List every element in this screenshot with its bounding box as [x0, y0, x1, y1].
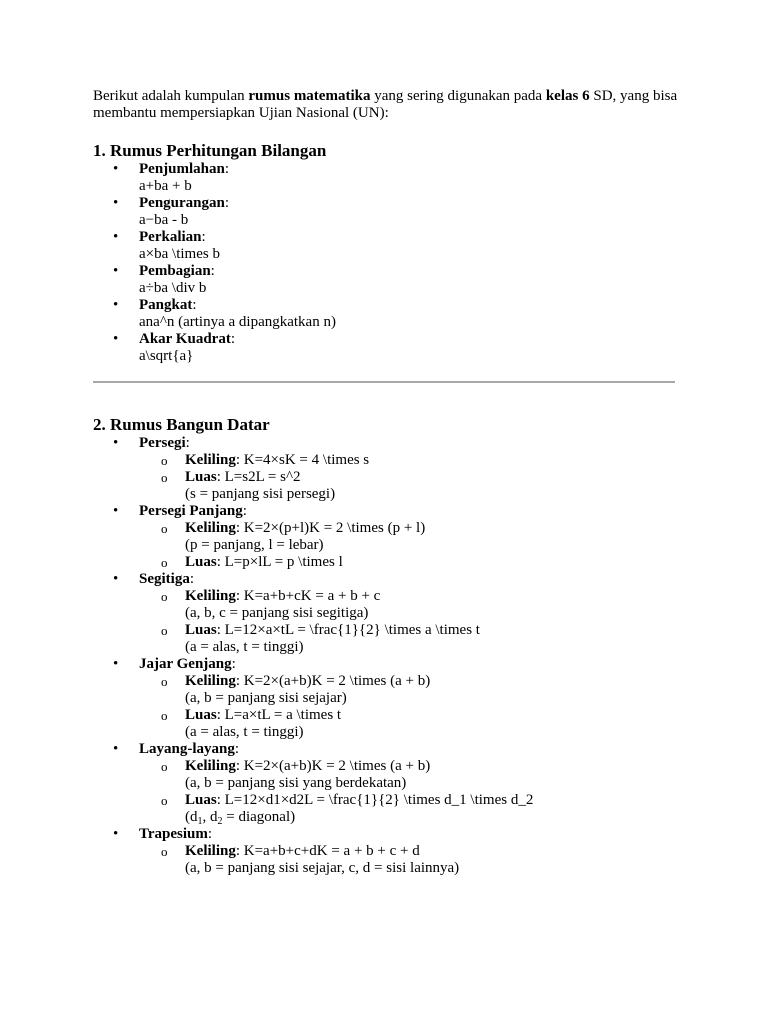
formula-note: (a = alas, t = tinggi)	[185, 639, 304, 655]
formula-list	[139, 673, 683, 741]
formula-item: o Luas: L=12×a×tL = \frac{1}{2} \times a \times t (a = alas, t = tinggi)	[139, 622, 683, 656]
list-item: • Pembagian: a÷ba \div b	[93, 263, 683, 297]
shape-name: Persegi	[139, 435, 186, 451]
shape-item-persegi-panjang: • Persegi Panjang: o Keliling: K=2×(p+l)K = 2 \times (p + l) (p = panjang, l = lebar) o Luas: L=p×lL = p \times l	[93, 503, 683, 571]
formula-item: o Keliling: K=4×sK = 4 \times s	[139, 452, 683, 469]
shape-item-segitiga: • Segitiga: o Keliling: K=a+b+cK = a + b + c (a, b, c = panjang sisi segitiga) o Luas: L=12×a×tL = \frac{1}{2} \times a \times t (a = alas, t = tinggi)	[93, 571, 683, 656]
formula-item: o Luas: L=a×tL = a \times t (a = alas, t = tinggi)	[139, 707, 683, 741]
formula-label: Keliling	[185, 843, 236, 859]
list-item: • Pengurangan: a−ba - b	[93, 195, 683, 229]
formula-list	[139, 520, 683, 571]
formula-text: L=p×lL = p \times l	[224, 554, 343, 570]
formula-list	[139, 758, 683, 826]
formula-note: (a, b, c = panjang sisi segitiga)	[185, 605, 369, 621]
shape-name: Layang-layang	[139, 741, 235, 757]
bangun-datar-list	[93, 435, 683, 877]
item-label: Penjumlahan	[139, 161, 225, 177]
shape-name: Trapesium	[139, 826, 208, 842]
formula-text: L=12×d1×d2L = \frac{1}{2} \times d_1 \times d_2	[224, 792, 534, 808]
shape-name: Jajar Genjang	[139, 656, 232, 672]
formula-text: L=12×a×tL = \frac{1}{2} \times a \times t	[224, 622, 480, 638]
intro-text-3: SD, yang bisa membantu mempersiapkan Ujian Nasional (UN):	[93, 88, 678, 121]
formula-text: K=2×(p+l)K = 2 \times (p + l)	[243, 520, 426, 536]
formula-label: Keliling	[185, 673, 236, 689]
formula-item: o Keliling: K=2×(a+b)K = 2 \times (a + b) (a, b = panjang sisi yang berdekatan)	[139, 758, 683, 792]
formula-text: K=a+b+c+dK = a + b + c + d	[243, 843, 420, 859]
item-label: Pengurangan	[139, 195, 225, 211]
bilangan-list	[93, 161, 683, 365]
formula-list	[139, 452, 683, 503]
formula-item: o Luas: L=s2L = s^2 (s = panjang sisi persegi)	[139, 469, 683, 503]
shape-name: Persegi Panjang	[139, 503, 243, 519]
intro-text-1: Berikut adalah kumpulan	[93, 88, 249, 104]
shape-item-persegi: • Persegi: o Keliling: K=4×sK = 4 \times s o Luas: L=s2L = s^2 (s = panjang sisi persegi)	[93, 435, 683, 503]
intro-bold-2: kelas 6	[545, 88, 590, 104]
item-formula: a\sqrt{a}	[139, 348, 194, 364]
formula-item: o Keliling: K=2×(p+l)K = 2 \times (p + l) (p = panjang, l = lebar)	[139, 520, 683, 554]
formula-item: o Keliling: K=a+b+cK = a + b + c (a, b, c = panjang sisi segitiga)	[139, 588, 683, 622]
item-formula: ana^n (artinya a dipangkatkan n)	[139, 314, 336, 330]
formula-label: Keliling	[185, 452, 236, 468]
section-heading-bilangan: 1. Rumus Perhitungan Bilangan	[93, 141, 327, 160]
formula-label: Keliling	[185, 588, 236, 604]
formula-text: K=2×(a+b)K = 2 \times (a + b)	[243, 758, 431, 774]
item-label: Pembagian	[139, 263, 211, 279]
intro-bold-1: rumus matematika	[248, 88, 371, 104]
document-page	[93, 88, 683, 877]
formula-note: (p = panjang, l = lebar)	[185, 537, 324, 553]
formula-label: Luas	[185, 792, 217, 808]
formula-note: (a, b = panjang sisi sejajar)	[185, 690, 347, 706]
formula-list	[139, 843, 683, 877]
formula-text: L=a×tL = a \times t	[224, 707, 342, 723]
formula-note: (a, b = panjang sisi sejajar, c, d = sisi lainnya)	[185, 860, 460, 876]
formula-note: (a = alas, t = tinggi)	[185, 724, 304, 740]
section-heading-bangun-datar: 2. Rumus Bangun Datar	[93, 415, 270, 434]
formula-note-diagonal: ($d_1$, $d_2$ = diagonal)	[185, 809, 296, 827]
formula-item: o Keliling: K=2×(a+b)K = 2 \times (a + b) (a, b = panjang sisi sejajar)	[139, 673, 683, 707]
intro-paragraph	[93, 88, 683, 122]
formula-item: o Luas: L=p×lL = p \times l	[139, 554, 683, 571]
item-label: Perkalian	[139, 229, 202, 245]
formula-list	[139, 588, 683, 656]
list-item: • Pangkat: ana^n (artinya a dipangkatkan n)	[93, 297, 683, 331]
formula-label: Luas	[185, 707, 217, 723]
item-formula: a−ba - b	[139, 212, 189, 228]
formula-label: Keliling	[185, 758, 236, 774]
formula-text: K=2×(a+b)K = 2 \times (a + b)	[243, 673, 431, 689]
formula-text: K=4×sK = 4 \times s	[243, 452, 370, 468]
item-formula: a×ba \times b	[139, 246, 220, 262]
shape-item-jajar-genjang: • Jajar Genjang: o Keliling: K=2×(a+b)K = 2 \times (a + b) (a, b = panjang sisi sejajar) o Luas: L=a×tL = a \times t (a = alas, t = tinggi)	[93, 656, 683, 741]
formula-label: Luas	[185, 622, 217, 638]
list-item: • Penjumlahan: a+ba + b	[93, 161, 683, 195]
formula-text: K=a+b+cK = a + b + c	[243, 588, 381, 604]
item-label: Akar Kuadrat	[139, 331, 231, 347]
formula-label: Luas	[185, 554, 217, 570]
item-label: Pangkat	[139, 297, 193, 313]
formula-note: (s = panjang sisi persegi)	[185, 486, 336, 502]
item-formula: a+ba + b	[139, 178, 192, 194]
shape-name: Segitiga	[139, 571, 190, 587]
formula-item: o Keliling: K=a+b+c+dK = a + b + c + d (a, b = panjang sisi sejajar, c, d = sisi lainnya)	[139, 843, 683, 877]
formula-item: o Luas: L=12×d1×d2L = \frac{1}{2} \times d_1 \times d_2 ($d_1$, $d_2$ = diagonal)	[139, 792, 683, 826]
list-item: • Akar Kuadrat: a\sqrt{a}	[93, 331, 683, 365]
shape-item-trapesium: • Trapesium: o Keliling: K=a+b+c+dK = a + b + c + d (a, b = panjang sisi sejajar, c, d = sisi lainnya)	[93, 826, 683, 877]
formula-note: (a, b = panjang sisi yang berdekatan)	[185, 775, 407, 791]
formula-text: L=s2L = s^2	[224, 469, 301, 485]
item-formula: a÷ba \div b	[139, 280, 207, 296]
intro-text-2: yang sering digunakan pada	[370, 88, 546, 104]
formula-label: Luas	[185, 469, 217, 485]
formula-label: Keliling	[185, 520, 236, 536]
list-item: • Perkalian: a×ba \times b	[93, 229, 683, 263]
shape-item-layang-layang: • Layang-layang: o Keliling: K=2×(a+b)K = 2 \times (a + b) (a, b = panjang sisi yang berdekatan) o Luas: L=12×d1×d2L = \frac{1}{2} \times d_1 \times d_2 ($d_1$, $d_2$ = diagonal)	[93, 741, 683, 826]
